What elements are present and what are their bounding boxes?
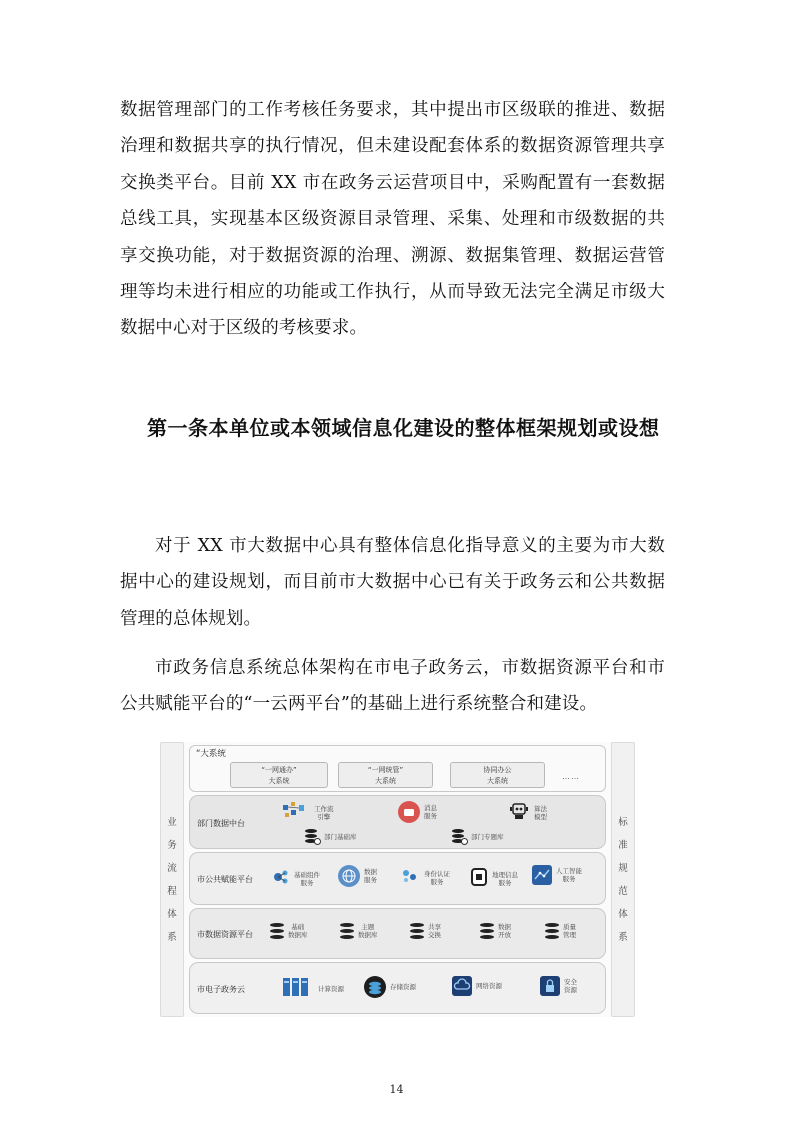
geo-info-service-item (470, 867, 518, 891)
system-name: “一网统管” (367, 766, 404, 774)
architecture-diagram (160, 742, 635, 1017)
body-paragraph: 市政务信息系统总体架构在市电子政务云，市数据资源平台和市公共赋能平台的“一云两平台”的基础上进行系统整合和建设。 (120, 658, 665, 715)
algorithm-model-item (508, 801, 547, 825)
data-service-item (338, 865, 377, 887)
item-label: 基础 数据库 (288, 923, 308, 939)
dept-topic-db-item (452, 829, 504, 844)
column-char: 体 (618, 908, 628, 920)
database-gear-icon (452, 829, 464, 844)
e-gov-cloud-layer (189, 962, 606, 1014)
item-label: 安全 资源 (564, 978, 577, 994)
system-box (338, 762, 433, 788)
lock-icon (540, 976, 560, 996)
compute-resource-item (282, 976, 344, 1002)
column-char: 体 (167, 908, 177, 920)
item-label: 消息 服务 (424, 804, 437, 820)
message-service-item (398, 801, 437, 823)
item-label: 共享 交换 (428, 923, 441, 939)
system-sub: 大系统 (487, 777, 508, 785)
column-char: 规 (618, 862, 628, 874)
data-globe-icon (338, 865, 360, 887)
share-exchange-item (410, 923, 441, 939)
item-label: 主题 数据库 (358, 923, 378, 939)
database-icon (270, 923, 284, 939)
ai-chip-icon (532, 865, 552, 885)
identity-icon (400, 867, 420, 889)
server-icon (282, 976, 314, 1002)
quality-management-item (545, 923, 576, 939)
item-label: 质量 管理 (563, 923, 576, 939)
database-icon (340, 923, 354, 939)
item-label: 部门专题库 (471, 832, 504, 841)
item-label: 算法 模型 (534, 805, 547, 821)
item-label: 存储资源 (390, 983, 416, 991)
column-char: 准 (618, 839, 628, 851)
message-icon (398, 801, 420, 823)
column-char: 范 (618, 885, 628, 897)
column-char: 标 (618, 816, 628, 828)
database-icon (545, 923, 559, 939)
map-icon (470, 867, 488, 891)
item-label: 人工智能 服务 (556, 867, 582, 883)
column-char: 流 (167, 862, 177, 874)
column-char: 程 (167, 885, 177, 897)
system-name: 协同办公 (483, 766, 512, 774)
business-process-system-column (160, 742, 184, 1017)
layer-label: 市数据资源平台 (197, 930, 253, 939)
base-component-service-item (270, 868, 320, 890)
layer-label: 市电子政务云 (197, 985, 245, 994)
ai-service-item (532, 865, 582, 885)
standard-spec-system-column (611, 742, 635, 1017)
item-label: 身份认证 服务 (424, 870, 450, 886)
identity-auth-service-item (400, 867, 450, 889)
body-paragraph: 数据管理部门的工作考核任务要求，其中提出市区级联的推进、数据治理和数据共享的执行情况，但未建设配套体系的数据资源管理共享交换类平台。目前 XX 市在政务云运营项目中，采购配置有一套数据总线工具，实现基本区级资源目录管理、采集、处理和市级数据的共享交换功能，对于数据资源的治理、溯源、数据集管理、数据运营管理等均未进行相应的功能或工作执行，从而导致无法完全满足市级大数据中心对于区级的考核要求。 (120, 100, 665, 339)
security-resource-item (540, 976, 577, 996)
item-label: 地理信息 服务 (492, 871, 518, 887)
layer-title: “大系统 (196, 749, 226, 759)
database-icon (410, 923, 424, 939)
body-paragraph: 对于 XX 市大数据中心具有整体信息化指导意义的主要为市大数据中心的建设规划，而目前市大数据中心已有关于政务云和公共数据管理的总体规划。 (120, 536, 665, 629)
item-label: 基础组件 服务 (294, 871, 320, 887)
system-sub: 大系统 (375, 777, 396, 785)
dept-data-platform-layer (189, 795, 606, 849)
data-open-item (480, 923, 511, 939)
system-box (230, 762, 328, 788)
section-heading: 第一条本单位或本领域信息化建设的整体框架规划或设想 (147, 416, 660, 440)
item-label: 数据 服务 (364, 868, 377, 884)
item-label: 部门基础库 (324, 832, 357, 841)
layer-label: 市公共赋能平台 (197, 875, 253, 884)
component-icon (270, 868, 290, 890)
column-char: 务 (167, 839, 177, 851)
base-database-item (270, 923, 308, 939)
robot-icon (508, 801, 530, 825)
item-label: 网络资源 (476, 982, 502, 990)
network-resource-item (452, 976, 502, 996)
workflow-engine-item (282, 801, 334, 825)
big-systems-layer (189, 745, 606, 792)
column-char: 系 (167, 931, 177, 943)
item-label: 数据 开放 (498, 923, 511, 939)
data-resource-platform-layer (189, 908, 606, 959)
network-cloud-icon (452, 976, 472, 996)
system-sub: 大系统 (268, 777, 290, 785)
topic-database-item (340, 923, 378, 939)
system-box (450, 762, 545, 788)
item-label: 计算资源 (318, 985, 344, 993)
page-number: 14 (389, 1083, 404, 1096)
storage-resource-item (364, 976, 416, 998)
workflow-icon (282, 801, 310, 825)
column-char: 业 (167, 816, 177, 828)
item-label: 工作流 引擎 (314, 805, 334, 821)
layer-label: 部门数据中台 (197, 819, 245, 828)
database-icon (480, 923, 494, 939)
dept-base-db-item (305, 829, 357, 844)
more-ellipsis: …… (562, 772, 580, 781)
public-enabling-platform-layer (189, 852, 606, 905)
storage-icon (364, 976, 386, 998)
database-gear-icon (305, 829, 317, 844)
column-char: 系 (618, 931, 628, 943)
system-name: “一网通办” (261, 766, 297, 774)
